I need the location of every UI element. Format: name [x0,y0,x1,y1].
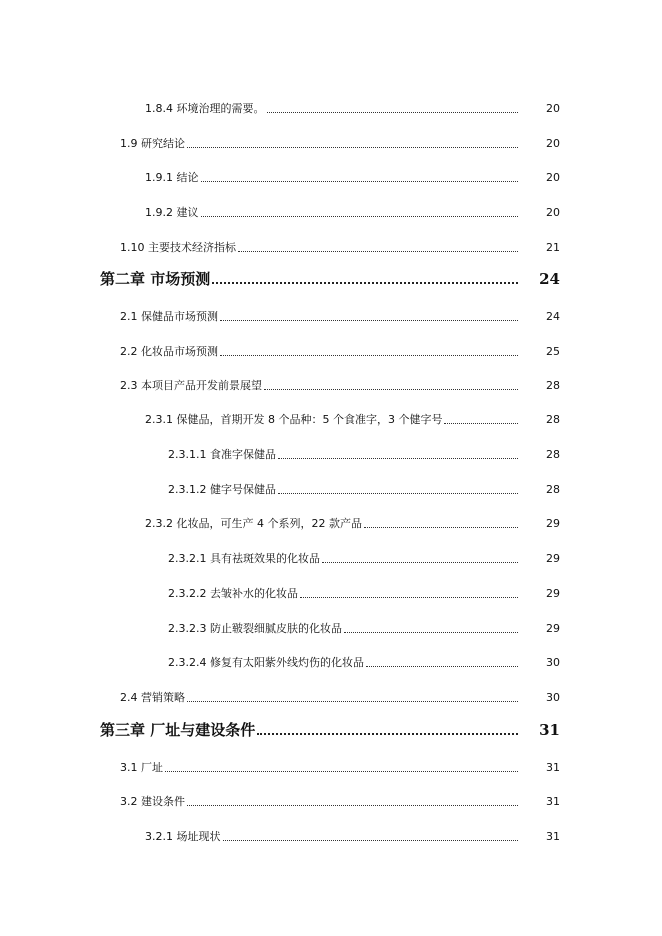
toc-entry-page: 28 [546,379,560,392]
toc-entry[interactable] [0,787,662,809]
leader-dots [212,282,518,284]
toc-entry-page: 25 [546,345,560,358]
leader-dots [264,389,518,390]
toc-entry[interactable] [0,683,662,705]
toc-entry-label: 3.2 建设条件 [120,795,185,808]
toc-entry-page: 31 [546,795,560,808]
toc-entry-page: 29 [546,587,560,600]
toc-entry-label: 2.3 本项目产品开发前景展望 [120,379,262,392]
toc-chapter-page: 24 [539,270,560,288]
toc-entry-label: 2.3.2.4 修复有太阳紫外线灼伤的化妆品 [168,656,364,669]
toc-entry[interactable] [0,822,662,844]
leader-dots [187,147,518,148]
toc-entry[interactable] [0,509,662,531]
toc-entry[interactable] [0,129,662,151]
toc-entry-label: 1.10 主要技术经济指标 [120,241,236,254]
toc-entry-page: 31 [546,830,560,843]
toc-entry-label: 2.4 营销策略 [120,691,185,704]
toc-entry-label: 2.3.2.3 防止皲裂细腻皮肤的化妆品 [168,622,342,635]
toc-entry[interactable] [0,337,662,359]
toc-entry-label: 1.9.2 建议 [145,206,199,219]
toc-entry-page: 20 [546,102,560,115]
toc-chapter-label: 第三章 厂址与建设条件 [100,721,256,739]
toc-entry-label: 3.1 厂址 [120,761,163,774]
leader-dots [278,493,518,494]
toc-entry-page: 24 [546,310,560,323]
toc-entry-page: 28 [546,483,560,496]
leader-dots [322,562,518,563]
toc-entry[interactable] [0,614,662,636]
toc-entry-label: 1.8.4 环境治理的需要。 [145,102,265,115]
leader-dots [220,355,518,356]
toc-entry[interactable] [0,198,662,220]
toc-entry-label: 2.3.1 保健品，首期开发 8 个品种：5 个食准字，3 个健字号 [145,413,443,426]
toc-entry-label: 2.1 保健品市场预测 [120,310,218,323]
toc-entry-page: 20 [546,171,560,184]
toc-entry-label: 2.3.1.2 健字号保健品 [168,483,276,496]
leader-dots [201,216,519,217]
toc-entry-page: 20 [546,206,560,219]
leader-dots [300,597,518,598]
toc-chapter-label: 第二章 市场预测 [100,270,211,288]
leader-dots [364,527,518,528]
leader-dots [220,320,518,321]
toc-entry[interactable] [0,371,662,393]
toc-entry-label: 1.9.1 结论 [145,171,199,184]
toc-entry-page: 20 [546,137,560,150]
leader-dots [165,771,518,772]
leader-dots [366,666,518,667]
toc-entry[interactable] [0,233,662,255]
toc-entry[interactable] [0,544,662,566]
toc-entry-label: 2.3.2 化妆品，可生产 4 个系列，22 款产品 [145,517,362,530]
toc-entry[interactable] [0,405,662,427]
toc-entry[interactable] [0,753,662,775]
toc-chapter-entry[interactable] [0,264,662,288]
toc-entry-page: 30 [546,691,560,704]
toc-entry-label: 2.3.1.1 食准字保健品 [168,448,276,461]
toc-entry-label: 2.3.2.1 具有祛斑效果的化妆品 [168,552,320,565]
toc-entry-page: 28 [546,448,560,461]
toc-entry[interactable] [0,440,662,462]
toc-entry-page: 21 [546,241,560,254]
toc-entry[interactable] [0,163,662,185]
toc-entry[interactable] [0,94,662,116]
toc-entry-page: 29 [546,552,560,565]
toc-entry[interactable] [0,475,662,497]
toc-entry[interactable] [0,302,662,324]
leader-dots [267,112,519,113]
toc-entry-page: 28 [546,413,560,426]
toc-entry-label: 2.3.2.2 去皱补水的化妆品 [168,587,298,600]
toc-chapter-page: 31 [539,721,560,739]
toc-entry-page: 29 [546,517,560,530]
toc-entry-label: 2.2 化妆品市场预测 [120,345,218,358]
toc-entry[interactable] [0,648,662,670]
toc-chapter-entry[interactable] [0,715,662,739]
toc-entry-label: 1.9 研究结论 [120,137,185,150]
toc-entry-label: 3.2.1 场址现状 [145,830,221,843]
leader-dots [187,805,518,806]
leader-dots [278,458,518,459]
leader-dots [201,181,519,182]
toc-entry-page: 31 [546,761,560,774]
toc-entry-page: 30 [546,656,560,669]
leader-dots [238,251,518,252]
toc-entry-page: 29 [546,622,560,635]
leader-dots [344,632,518,633]
leader-dots [187,701,518,702]
leader-dots [444,423,518,424]
toc-entry[interactable] [0,579,662,601]
leader-dots [223,840,519,841]
leader-dots [257,733,518,735]
